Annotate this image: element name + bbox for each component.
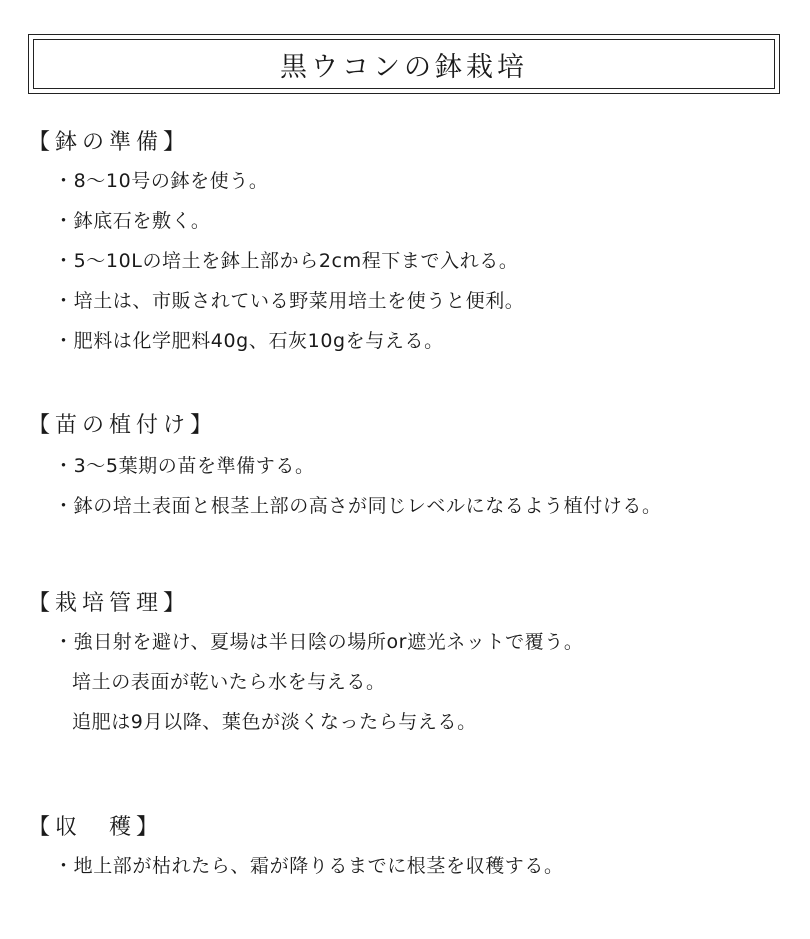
- list-item: ・鉢の培土表面と根茎上部の高さが同じレベルになるよう植付ける。: [54, 495, 662, 517]
- section-planting: [28, 411, 798, 519]
- list-item: ・鉢底石を敷く。: [54, 210, 211, 232]
- section-heading: 【鉢の準備】: [28, 130, 191, 155]
- section-harvest: [28, 813, 798, 879]
- section-heading: 【苗の植付け】: [28, 413, 218, 438]
- list-item: ・肥料は化学肥料40g、石灰10gを与える。: [54, 330, 444, 352]
- list-item: ・培土は、市販されている野菜用培土を使うと便利。: [54, 290, 525, 312]
- title-box: [28, 34, 780, 94]
- list-item: ・強日射を避け、夏場は半日陰の場所or遮光ネットで覆う。: [54, 631, 584, 653]
- list-item: 培土の表面が乾いたら水を与える。: [72, 671, 386, 693]
- section-heading: 【栽培管理】: [28, 591, 191, 616]
- section-pot-preparation: [28, 128, 798, 354]
- section-cultivation: [28, 589, 798, 735]
- list-item: ・8～10号の鉢を使う。: [54, 170, 269, 192]
- list-item: ・5～10Lの培土を鉢上部から2cm程下まで入れる。: [54, 250, 519, 272]
- list-item: 追肥は9月以降、葉色が淡くなったら与える。: [72, 711, 477, 733]
- title-box-inner: [33, 39, 775, 89]
- list-item: ・3～5葉期の苗を準備する。: [54, 455, 315, 477]
- page-title: 黒ウコンの鉢栽培: [280, 51, 528, 83]
- section-heading: 【収 穫】: [28, 815, 164, 840]
- list-item: ・地上部が枯れたら、霜が降りるまでに根茎を収穫する。: [54, 855, 564, 877]
